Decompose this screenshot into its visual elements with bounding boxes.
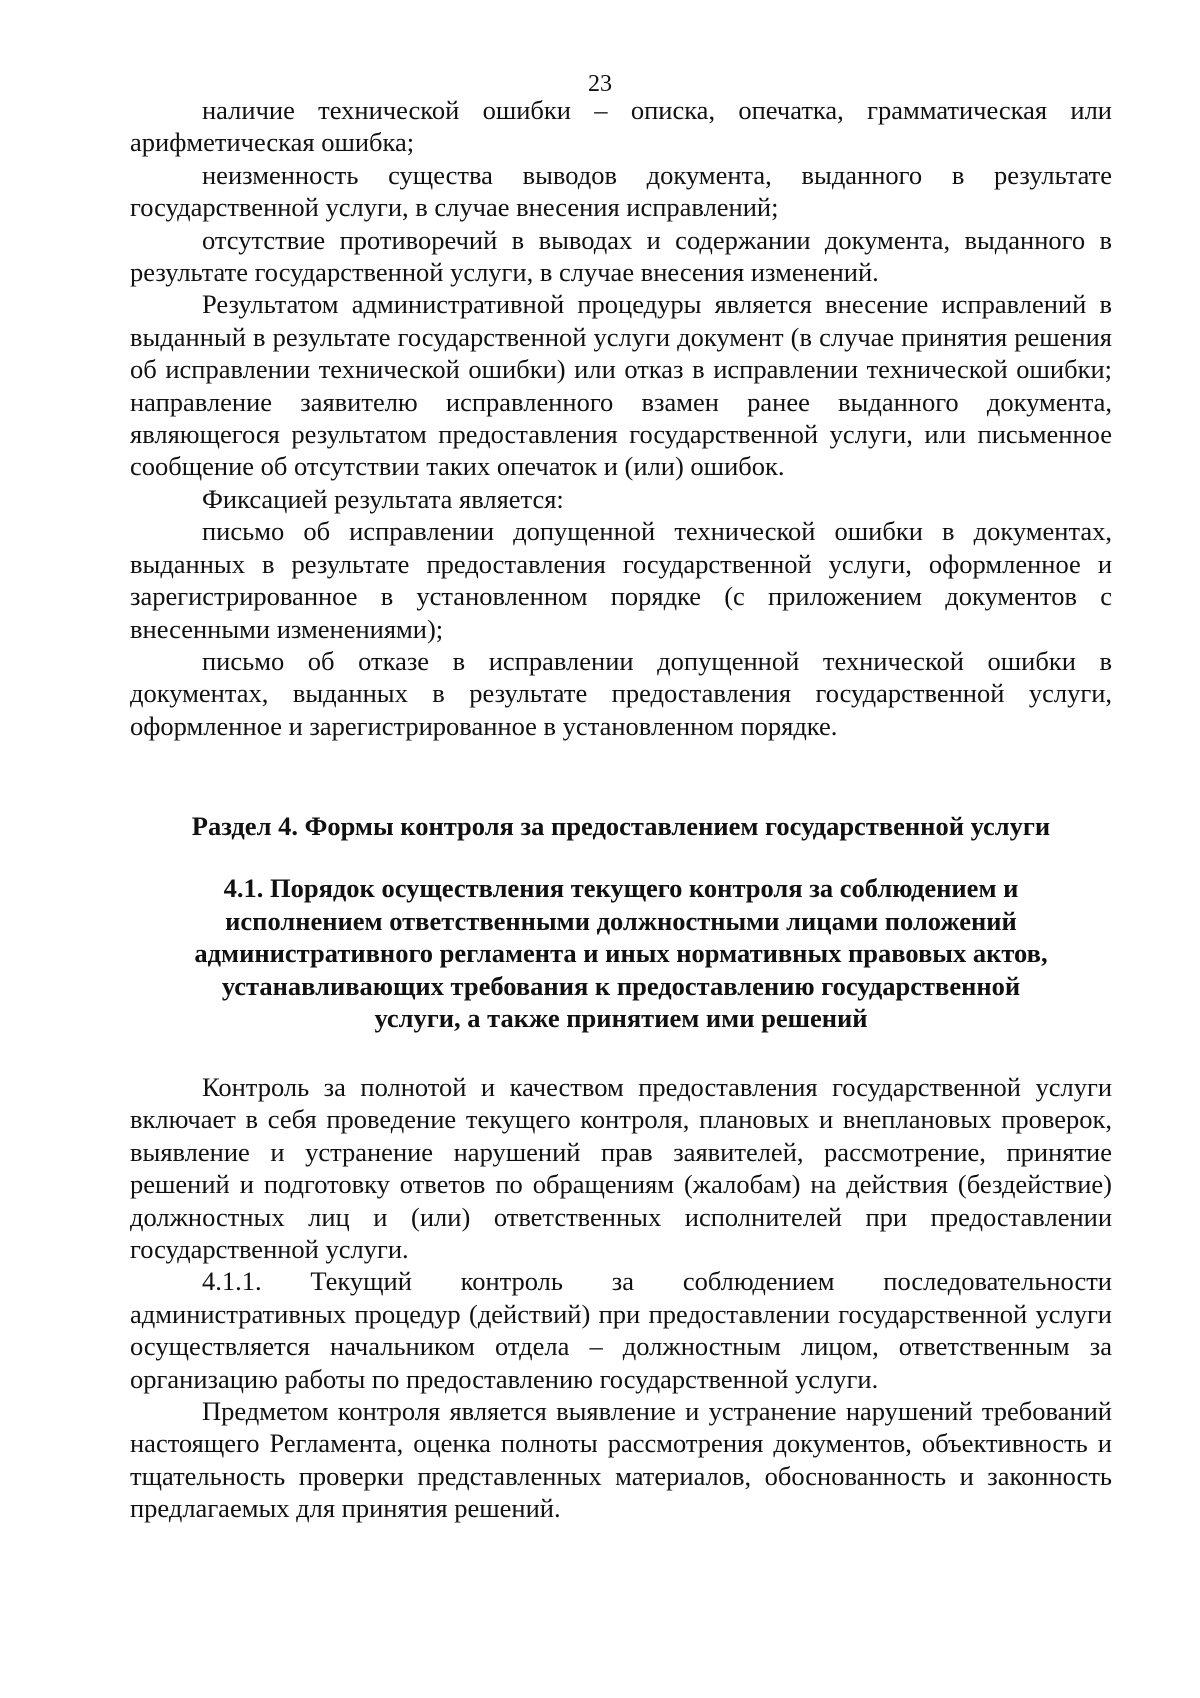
paragraph: 4.1.1. Текущий контроль за соблюдением последовательности административных процедур (действий) при предоставлении государственной услуги осуществляется начальником отдела – должностным лицом, ответственным за организацию работы по предоставлению государственной услуги. [130, 1266, 1112, 1394]
paragraph: письмо об исправлении допущенной технической ошибки в документах, выданных в результате предоставления государственной услуги, оформленное и зарегистрированное в установленном порядке (с приложением документов с внесенными изменениями); [130, 516, 1112, 644]
page-number: 23 [588, 71, 612, 97]
paragraph: Контроль за полнотой и качеством предоставления государственной услуги включает в себя проведение текущего контроля, плановых и внеплановых проверок, выявление и устранение нарушений прав заявителей, рассмотрение, принятие решений и подготовку ответов по обращениям (жалобам) на действия (бездействие) должностных лиц и (или) ответственных исполнителей при предоставлении государственной услуги. [130, 1072, 1112, 1265]
paragraph: Фиксацией результата является: [202, 483, 564, 514]
paragraph: Результатом административной процедуры является внесение исправлений в выданный в результате государственной услуги документ (в случае принятия решения об исправлении технической ошибки) или отказ в исправлении технической ошибки; направление заявителю исправленного взамен ранее выданного документа, являющегося результатом предоставления государственной услуги, или письменное сообщение об отсутствии таких опечаток и (или) ошибок. [130, 289, 1112, 482]
paragraph: Предметом контроля является выявление и устранение нарушений требований настоящего Регламента, оценка полноты рассмотрения документов, объективность и тщательность проверки представленных материалов, обоснованность и законность предлагаемых для принятия решений. [130, 1396, 1112, 1524]
section-heading: Раздел 4. Формы контроля за предоставлением государственной услуги [191, 811, 1051, 841]
body-text-top [130, 94, 1112, 742]
paragraph: наличие технической ошибки – описка, опечатка, грамматическая или арифметическая ошибка; [130, 95, 1112, 158]
paragraph: неизменность существа выводов документа, выданного в результате государственной услуги, в случае внесения исправлений; [130, 159, 1112, 223]
paragraph: письмо об отказе в исправлении допущенной технической ошибки в документах, выданных в результате предоставления государственной услуги, оформленное и зарегистрированное в установленном порядке. [130, 645, 1112, 741]
body-text-bottom [130, 1071, 1112, 1525]
subsection-heading: 4.1. Порядок осуществления текущего контроля за соблюдением и исполнением ответственными должностными лицами положений административного регламента и иных нормативных правовых актов, устанавливающих требования к предоставлению государственной услуги, а также принятием ими решений [194, 873, 1048, 1033]
paragraph: отсутствие противоречий в выводах и содержании документа, выданного в результате государственной услуги, в случае внесения изменений. [130, 224, 1112, 288]
